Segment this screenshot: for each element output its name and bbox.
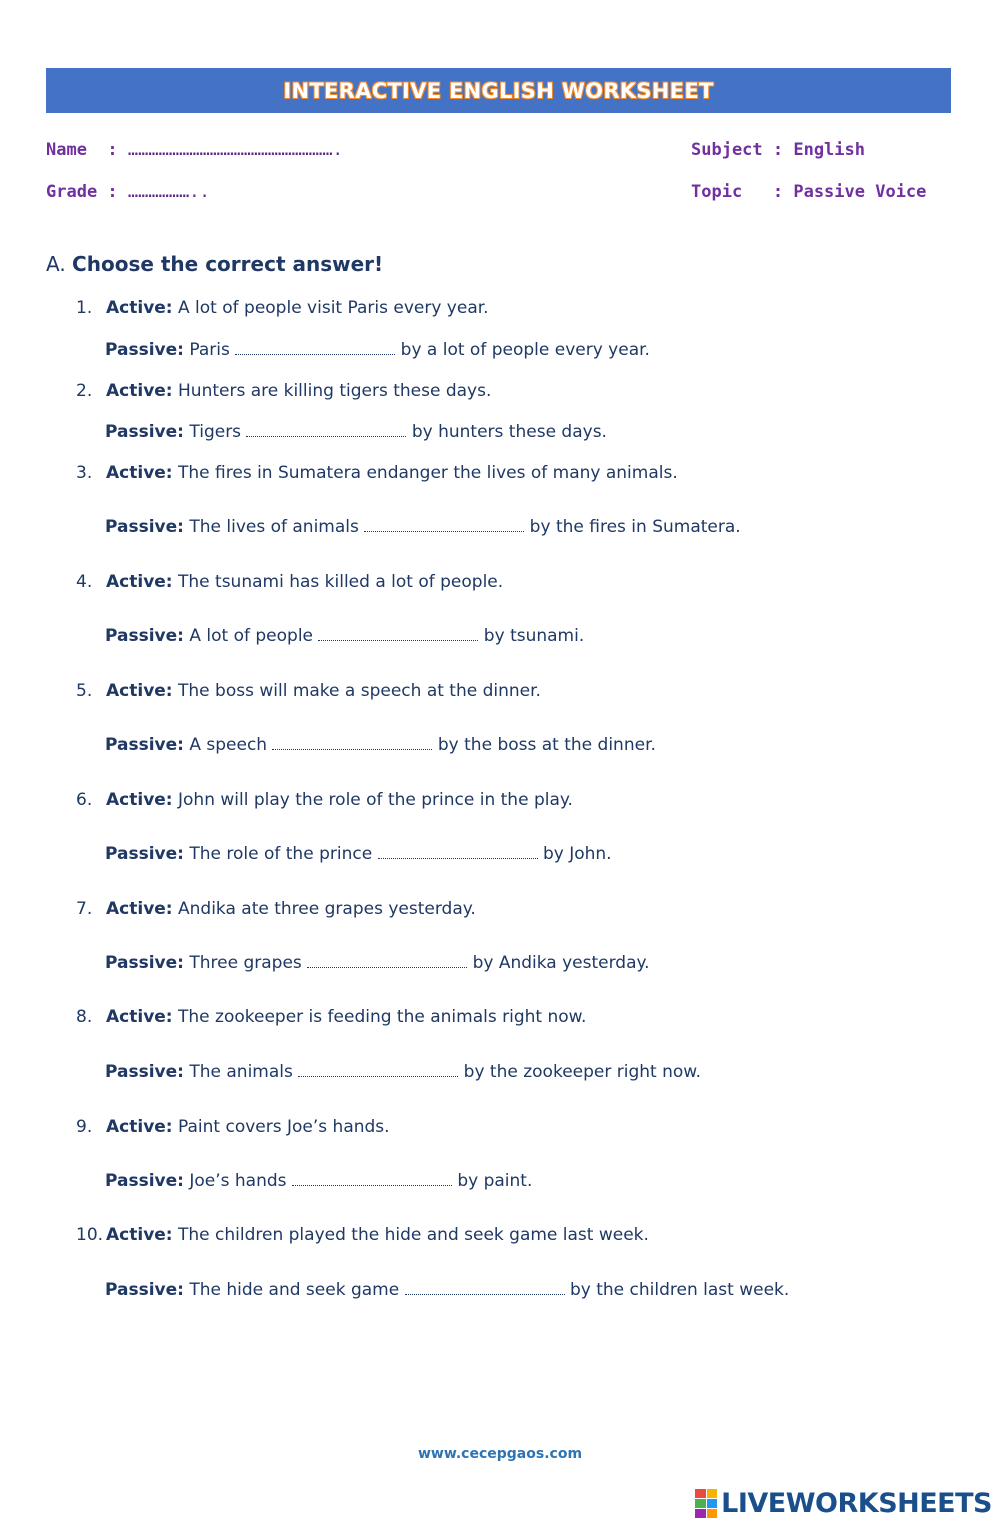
passive-text-before: Three grapes <box>183 953 308 973</box>
passive-sentence <box>105 422 607 442</box>
active-label: Active: <box>106 1117 173 1137</box>
passive-text-before: Joe’s hands <box>183 1171 292 1191</box>
passive-sentence <box>105 735 656 755</box>
question-number: 8. <box>76 1007 93 1027</box>
passive-label: Passive: <box>105 1280 184 1300</box>
passive-sentence <box>105 340 650 360</box>
active-sentence <box>76 463 678 483</box>
active-label: Active: <box>106 463 173 483</box>
passive-sentence <box>105 844 612 864</box>
question-number: 4. <box>76 572 93 592</box>
passive-label: Passive: <box>105 953 184 973</box>
active-label: Active: <box>106 381 173 401</box>
name-label: Name : <box>46 140 128 160</box>
active-text: The boss will make a speech at the dinner. <box>172 681 541 701</box>
passive-sentence <box>105 626 584 646</box>
active-text: The fires in Sumatera endanger the lives of many animals. <box>172 463 678 483</box>
passive-text-before: The lives of animals <box>183 517 365 537</box>
passive-label: Passive: <box>105 844 184 864</box>
passive-label: Passive: <box>105 626 184 646</box>
passive-text-after: by paint. <box>451 1171 533 1191</box>
passive-sentence <box>105 517 741 537</box>
active-sentence <box>76 790 573 810</box>
passive-sentence <box>105 953 650 973</box>
passive-text-before: Paris <box>183 340 236 360</box>
passive-text-after: by hunters these days. <box>406 422 607 442</box>
passive-label: Passive: <box>105 340 184 360</box>
passive-text-after: by John. <box>537 844 612 864</box>
active-text: Andika ate three grapes yesterday. <box>172 899 476 919</box>
footer-url[interactable]: www.cecepgaos.com <box>417 1446 583 1462</box>
answer-blank[interactable] <box>307 955 467 968</box>
question-number: 2. <box>76 381 93 401</box>
section-a-title <box>46 252 383 276</box>
answer-blank[interactable] <box>292 1173 452 1186</box>
answer-blank[interactable] <box>272 737 432 750</box>
active-label: Active: <box>106 790 173 810</box>
answer-blank[interactable] <box>405 1282 565 1295</box>
active-text: The zookeeper is feeding the animals right now. <box>172 1007 587 1027</box>
passive-text-before: The role of the prince <box>183 844 378 864</box>
subject-label: Subject : English <box>691 140 865 160</box>
grade-field <box>46 182 210 202</box>
active-label: Active: <box>106 298 173 318</box>
active-text: John will play the role of the prince in the play. <box>172 790 573 810</box>
passive-text-after: by the fires in Sumatera. <box>524 517 741 537</box>
active-sentence <box>76 381 491 401</box>
passive-sentence <box>105 1280 789 1300</box>
answer-blank[interactable] <box>318 628 478 641</box>
active-sentence <box>76 572 503 592</box>
grade-blank[interactable]: ……………….. <box>127 182 210 202</box>
question-number: 3. <box>76 463 93 483</box>
active-sentence <box>76 899 476 919</box>
active-sentence <box>76 1117 390 1137</box>
active-label: Active: <box>106 899 173 919</box>
topic-label: Topic : Passive Voice <box>691 182 927 202</box>
active-text: The tsunami has killed a lot of people. <box>172 572 504 592</box>
worksheet-title: INTERACTIVE ENGLISH WORKSHEET <box>283 78 714 103</box>
passive-sentence <box>105 1062 701 1082</box>
question-number: 10. <box>76 1225 104 1245</box>
passive-sentence <box>105 1171 532 1191</box>
passive-label: Passive: <box>105 735 184 755</box>
active-text: Paint covers Joe’s hands. <box>172 1117 390 1137</box>
passive-text-after: by the zookeeper right now. <box>458 1062 702 1082</box>
active-text: A lot of people visit Paris every year. <box>172 298 489 318</box>
name-blank[interactable]: ……………………………………………………. <box>127 140 343 160</box>
brand-name: LIVEWORKSHEETS <box>721 1488 992 1519</box>
liveworksheets-brand <box>695 1488 992 1519</box>
worksheet-banner <box>46 68 951 113</box>
question-number: 9. <box>76 1117 93 1137</box>
passive-text-before: A speech <box>183 735 273 755</box>
active-label: Active: <box>106 1007 173 1027</box>
liveworksheets-logo-icon <box>695 1489 717 1519</box>
active-sentence <box>76 1007 586 1027</box>
active-label: Active: <box>106 1225 173 1245</box>
passive-label: Passive: <box>105 1062 184 1082</box>
passive-label: Passive: <box>105 517 184 537</box>
passive-text-after: by the children last week. <box>564 1280 790 1300</box>
active-sentence <box>76 1225 649 1245</box>
name-field <box>46 140 343 160</box>
answer-blank[interactable] <box>378 846 538 859</box>
passive-text-after: by the boss at the dinner. <box>432 735 656 755</box>
answer-blank[interactable] <box>246 424 406 437</box>
passive-text-before: The animals <box>183 1062 299 1082</box>
question-number: 6. <box>76 790 93 810</box>
active-text: The children played the hide and seek game last week. <box>172 1225 649 1245</box>
answer-blank[interactable] <box>298 1064 458 1077</box>
passive-label: Passive: <box>105 422 184 442</box>
question-number: 5. <box>76 681 93 701</box>
section-instruction: Choose the correct answer! <box>72 252 384 276</box>
section-letter: A. <box>46 252 73 276</box>
active-label: Active: <box>106 572 173 592</box>
grade-label: Grade : <box>46 182 128 202</box>
passive-text-before: A lot of people <box>183 626 319 646</box>
active-sentence <box>76 298 489 318</box>
active-label: Active: <box>106 681 173 701</box>
answer-blank[interactable] <box>235 342 395 355</box>
active-text: Hunters are killing tigers these days. <box>172 381 492 401</box>
question-number: 1. <box>76 298 93 318</box>
question-number: 7. <box>76 899 93 919</box>
passive-text-before: Tigers <box>183 422 247 442</box>
passive-label: Passive: <box>105 1171 184 1191</box>
active-sentence <box>76 681 541 701</box>
passive-text-before: The hide and seek game <box>183 1280 405 1300</box>
passive-text-after: by tsunami. <box>478 626 585 646</box>
passive-text-after: by Andika yesterday. <box>467 953 650 973</box>
passive-text-after: by a lot of people every year. <box>395 340 650 360</box>
answer-blank[interactable] <box>364 519 524 532</box>
